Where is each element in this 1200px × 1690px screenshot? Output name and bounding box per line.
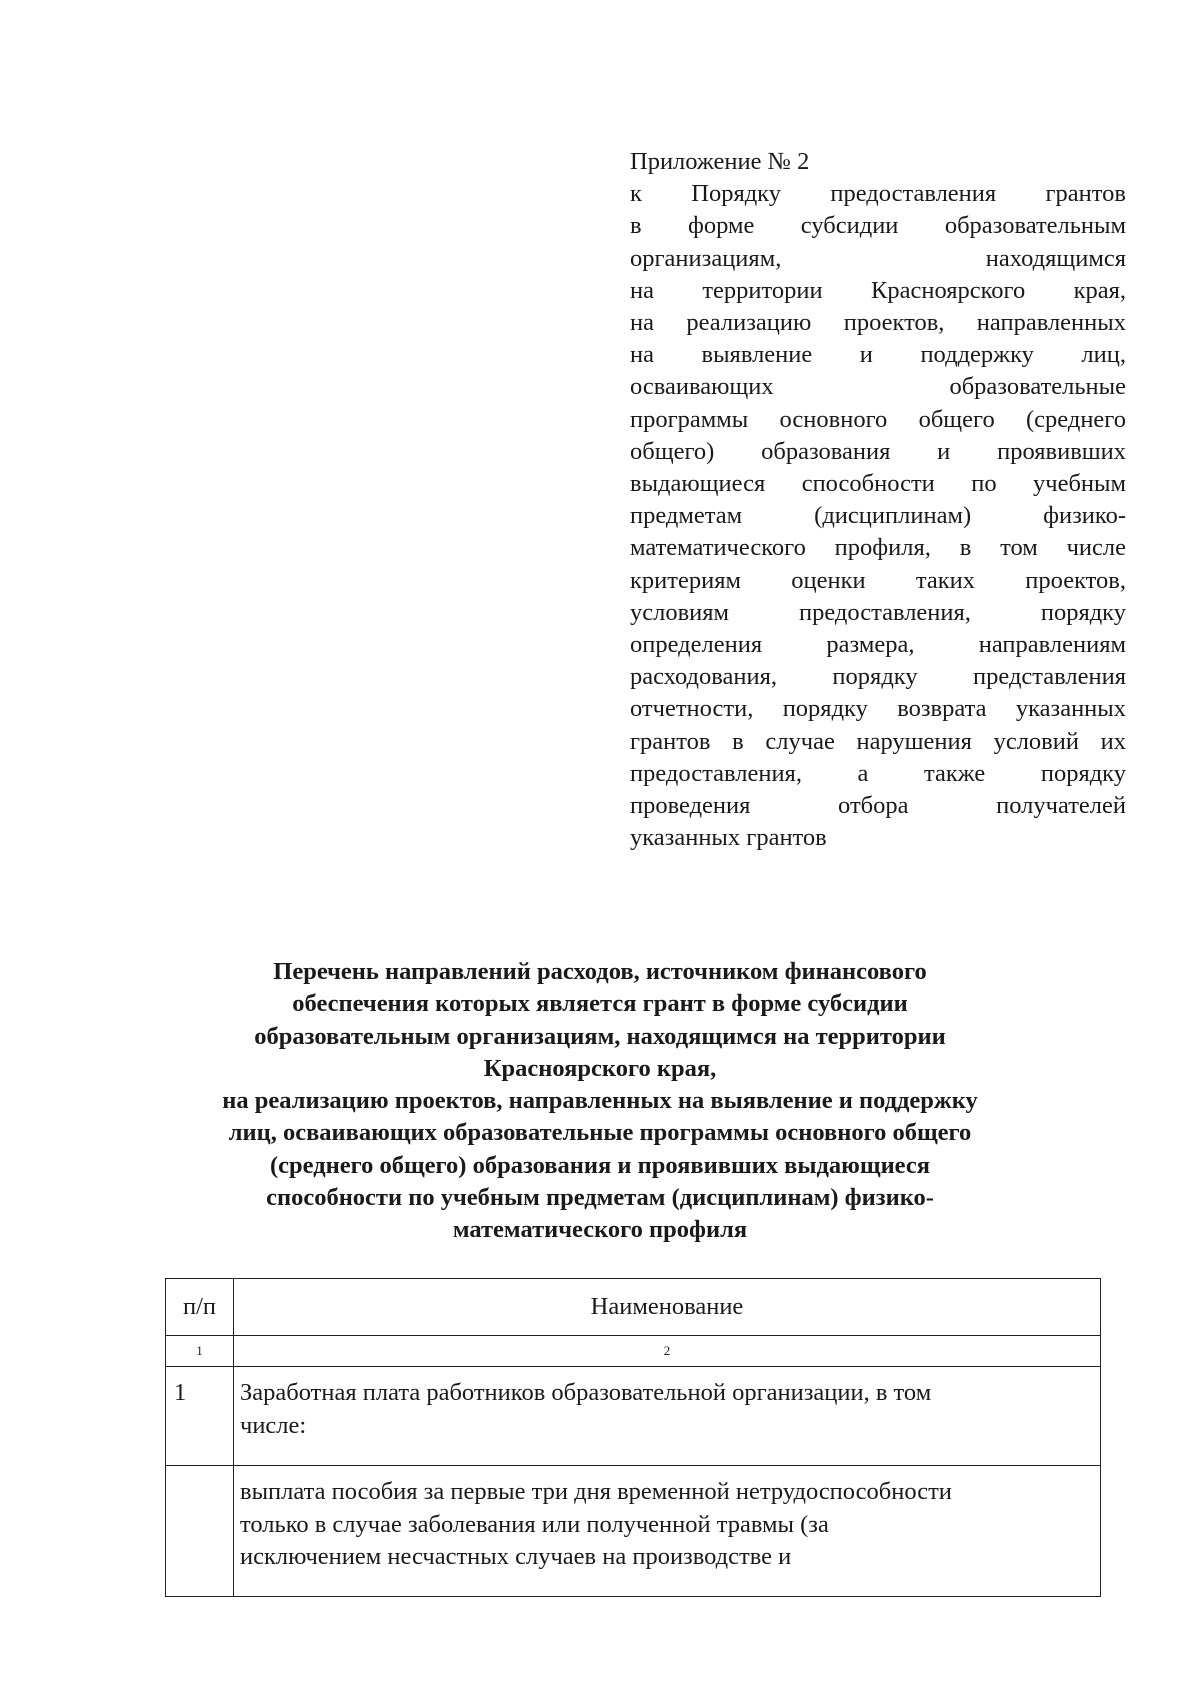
expense-table xyxy=(165,1278,1101,1597)
appendix-line: расходования, порядку представления xyxy=(630,663,1126,691)
appendix-title: Приложение № 2 xyxy=(630,148,810,175)
appendix-line: предоставления, а также порядку xyxy=(630,759,1126,787)
appendix-line: указанных грантов xyxy=(630,824,827,852)
heading-line: лиц, осваивающих образовательные программы основного общего xyxy=(228,1119,972,1147)
row-number: 1 xyxy=(166,1367,234,1466)
appendix-line: условиям предоставления, порядку xyxy=(630,598,1126,626)
heading-line: Красноярского края, xyxy=(483,1054,717,1082)
appendix-line: на реализацию проектов, направленных xyxy=(630,309,1126,337)
row-text-line: числе: xyxy=(240,1411,307,1439)
document-heading xyxy=(130,956,1070,1247)
header-num: п/п xyxy=(166,1279,234,1336)
appendix-line: критериям оценки таких проектов, xyxy=(630,566,1126,594)
appendix-line: на выявление и поддержку лиц, xyxy=(630,341,1126,369)
row-text xyxy=(234,1466,1101,1597)
appendix-line: программы основного общего (среднего xyxy=(630,405,1126,433)
heading-line: образовательным организациям, находящимся на территории xyxy=(254,1022,946,1050)
table-header-row xyxy=(166,1279,1101,1336)
heading-line: обеспечения которых является грант в форме субсидии xyxy=(292,990,908,1018)
heading-line: Перечень направлений расходов, источником финансового xyxy=(273,958,927,985)
appendix-line: предметам (дисциплинам) физико- xyxy=(630,502,1126,530)
appendix-line: в форме субсидии образовательным xyxy=(630,212,1126,240)
appendix-line: отчетности, порядку возврата указанных xyxy=(630,695,1126,723)
heading-line: способности по учебным предметам (дисциплинам) физико- xyxy=(266,1184,934,1212)
row-number xyxy=(166,1466,234,1597)
heading-line: (среднего общего) образования и проявивших выдающиеся xyxy=(269,1151,930,1179)
appendix-line: проведения отбора получателей xyxy=(630,792,1126,820)
row-text-line: выплата пособия за первые три дня временной нетрудоспособности xyxy=(240,1478,952,1505)
appendix-line: к Порядку предоставления грантов xyxy=(630,180,1126,208)
appendix-line: определения размера, направлениям xyxy=(630,631,1126,659)
appendix-line: на территории Красноярского края, xyxy=(630,276,1126,304)
appendix-line: выдающиеся способности по учебным xyxy=(630,470,1126,498)
header-name: Наименование xyxy=(234,1279,1101,1336)
column-index-row xyxy=(166,1336,1101,1367)
appendix-line: грантов в случае нарушения условий их xyxy=(630,727,1126,755)
appendix-line: математического профиля, в том числе xyxy=(630,534,1126,562)
appendix-line: осваивающих образовательные xyxy=(630,373,1126,401)
heading-line: математического профиля xyxy=(452,1216,748,1244)
row-text-line: Заработная плата работников образовательной организации, в том xyxy=(240,1379,932,1406)
table-row xyxy=(166,1367,1101,1466)
appendix-line: общего) образования и проявивших xyxy=(630,437,1126,465)
column-index-num: 1 xyxy=(166,1336,234,1367)
row-text xyxy=(234,1367,1101,1466)
heading-line: на реализацию проектов, направленных на выявление и поддержку xyxy=(222,1087,978,1115)
row-text-line: только в случае заболевания или полученной травмы (за xyxy=(240,1510,829,1538)
appendix-line: организациям, находящимся xyxy=(630,244,1126,272)
table-row xyxy=(166,1466,1101,1597)
appendix-block xyxy=(630,146,1126,854)
column-index-name: 2 xyxy=(234,1336,1101,1367)
row-text-line: исключением несчастных случаев на производстве и xyxy=(240,1543,792,1570)
